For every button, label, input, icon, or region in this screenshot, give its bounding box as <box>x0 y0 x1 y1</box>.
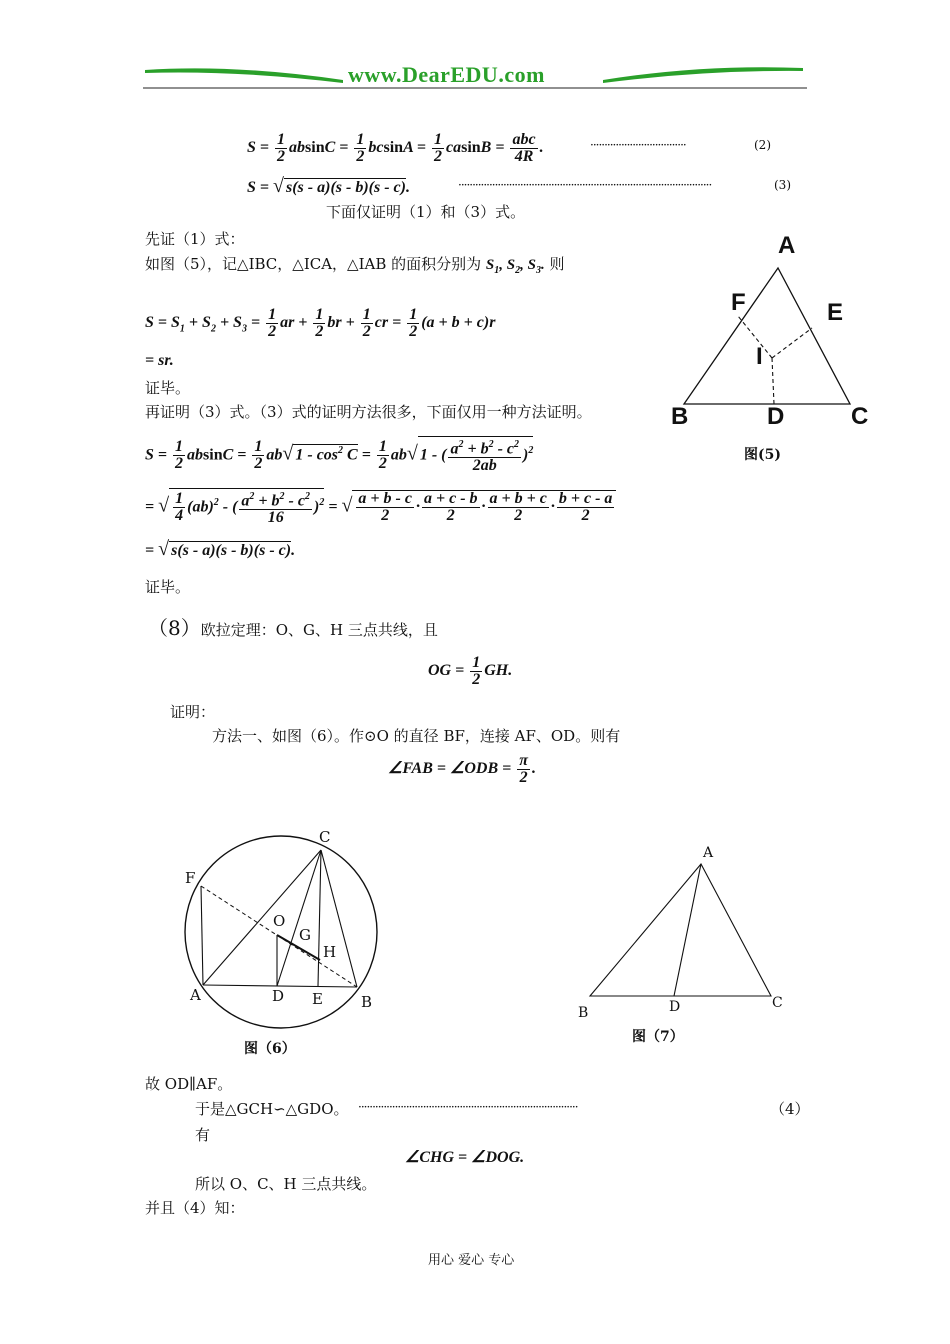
text-similar: 于是△GCH∽△GDO。 <box>195 1100 349 1118</box>
formula-chg: ∠CHG = ∠DOG. <box>405 1149 525 1166</box>
text-done2: 证毕。 <box>145 578 191 596</box>
formula-area-sum: $S = S_1 + S_2 + S_3$ = $\frac{1}{2}$ ar + $\frac{1}{2}$ br + $\frac{1}{2}$ cr = $\frac{1}{2}$ (a + b + c)r <box>145 306 496 340</box>
fig6-label-H: H <box>323 943 337 961</box>
formula-heron-1: S = $\frac{1}{2}$ absinC = $\frac{1}{2}$ ab√ $1 - \cos^2 C$ = $\frac{1}{2}$ ab√ 1 - ( $\frac{a^2 + b^2 - c^2}{2ab}$ )$^2$ <box>145 436 533 474</box>
formula-3: S = √ s(s - a)(s - b)(s - c). <box>247 175 410 197</box>
fig6-label-O: O <box>273 912 286 930</box>
fig6-label-B: B <box>361 993 373 1011</box>
figure-7-triangle <box>580 850 780 1010</box>
text-parallel: 故 OD∥AF。 <box>145 1075 233 1093</box>
formula-heron-3: = √ s(s - a)(s - b)(s - c). <box>145 538 296 560</box>
text-collinear: 所以 O、C、H 三点共线。 <box>195 1175 377 1193</box>
fig5-label-B: B <box>671 403 689 430</box>
fig7-label-B: B <box>578 1005 589 1021</box>
text-prove-13: 下面仅证明（1）和（3）式。 <box>326 203 526 221</box>
formula-2: S = $\frac{1}{2}$ absinC = $\frac{1}{2}$ bcsinA = $\frac{1}{2}$ casinB = $\frac{\text{abc}}{4R}$ . <box>247 131 544 165</box>
sec8-number: （8） <box>148 616 201 640</box>
fig7-label-A: A <box>703 845 714 861</box>
fig6-label-G: G <box>299 926 311 944</box>
formula-heron-2: = √ $\frac{1}{4}$ (ab)$^2$ - ( $\frac{a^2 + b^2 - c^2}{16}$ )$^2$ = √ $\frac{a + b - c}{2}$ · $\frac{a + c - b}{2}$ · $\frac{a + b + c}{2}$ · $\frac{b + c - a}{2}$ <box>145 488 616 526</box>
fig7-label-C: C <box>772 995 783 1011</box>
text-fig5-intro <box>145 253 565 276</box>
sec8-heading <box>148 612 438 641</box>
fig5-label-A: A <box>778 232 796 259</box>
fig5-intro-label: 如图（5），记△IBC，△ICA，△IAB 的面积分别为 <box>145 255 482 273</box>
fig5-label-E: E <box>827 299 844 326</box>
fig5-label-D: D <box>767 403 785 430</box>
dots-3: ·························································································· <box>458 178 712 192</box>
text-method1: 方法一、如图（6）。作⊙O 的直径 BF，连接 AF、OD。则有 <box>212 727 621 745</box>
fig7-caption: 图（7） <box>632 1029 684 1045</box>
sec8-text: 欧拉定理：O、G、H 三点共线，且 <box>200 621 438 639</box>
fig6-label-E: E <box>312 990 323 1008</box>
site-logo: www.DearEDU.com <box>348 62 545 87</box>
similar-label: （4） <box>770 1100 810 1118</box>
text-have: 有 <box>195 1126 211 1144</box>
eq2-label: (2) <box>754 138 771 152</box>
formula-angle: ∠FAB = ∠ODB = $\frac{\pi}{2}$ . <box>388 752 536 786</box>
fig5-label-C: C <box>851 403 869 430</box>
text-from4: 并且（4）知： <box>145 1199 245 1217</box>
figure-5-triangle <box>660 228 880 428</box>
footer-text: 用心 爱心 专心 <box>428 1253 515 1268</box>
fig5-then-label: 则 <box>549 255 565 273</box>
header-banner <box>143 62 807 90</box>
text-prove3: 再证明（3）式。（3）式的证明方法很多，下面仅用一种方法证明。 <box>145 403 592 421</box>
text-first-prove: 先证（1）式： <box>145 230 245 248</box>
dots-2: ·································· <box>590 138 686 152</box>
fig5-label-I: I <box>756 343 763 370</box>
fig6-caption: 图（6） <box>244 1041 296 1057</box>
dots-4: ·············································································· <box>358 1100 578 1114</box>
eq3-label: (3) <box>774 178 791 192</box>
fig5-caption: 图(5) <box>744 447 781 463</box>
fig5-label-F: F <box>731 289 746 316</box>
text-proof: 证明： <box>170 703 216 721</box>
fig7-label-D: D <box>669 999 681 1015</box>
s-areas: $S_1$, $S_2$, $S_3$. <box>485 257 545 276</box>
fig6-label-D: D <box>272 987 285 1005</box>
formula-og: OG = $\frac{1}{2}$ GH. <box>428 654 513 688</box>
fig6-label-A: A <box>190 986 201 1004</box>
formula-sr: = sr. <box>145 352 174 369</box>
text-done1: 证毕。 <box>145 379 191 397</box>
fig6-label-C: C <box>319 828 331 846</box>
fig6-label-F: F <box>185 869 196 887</box>
